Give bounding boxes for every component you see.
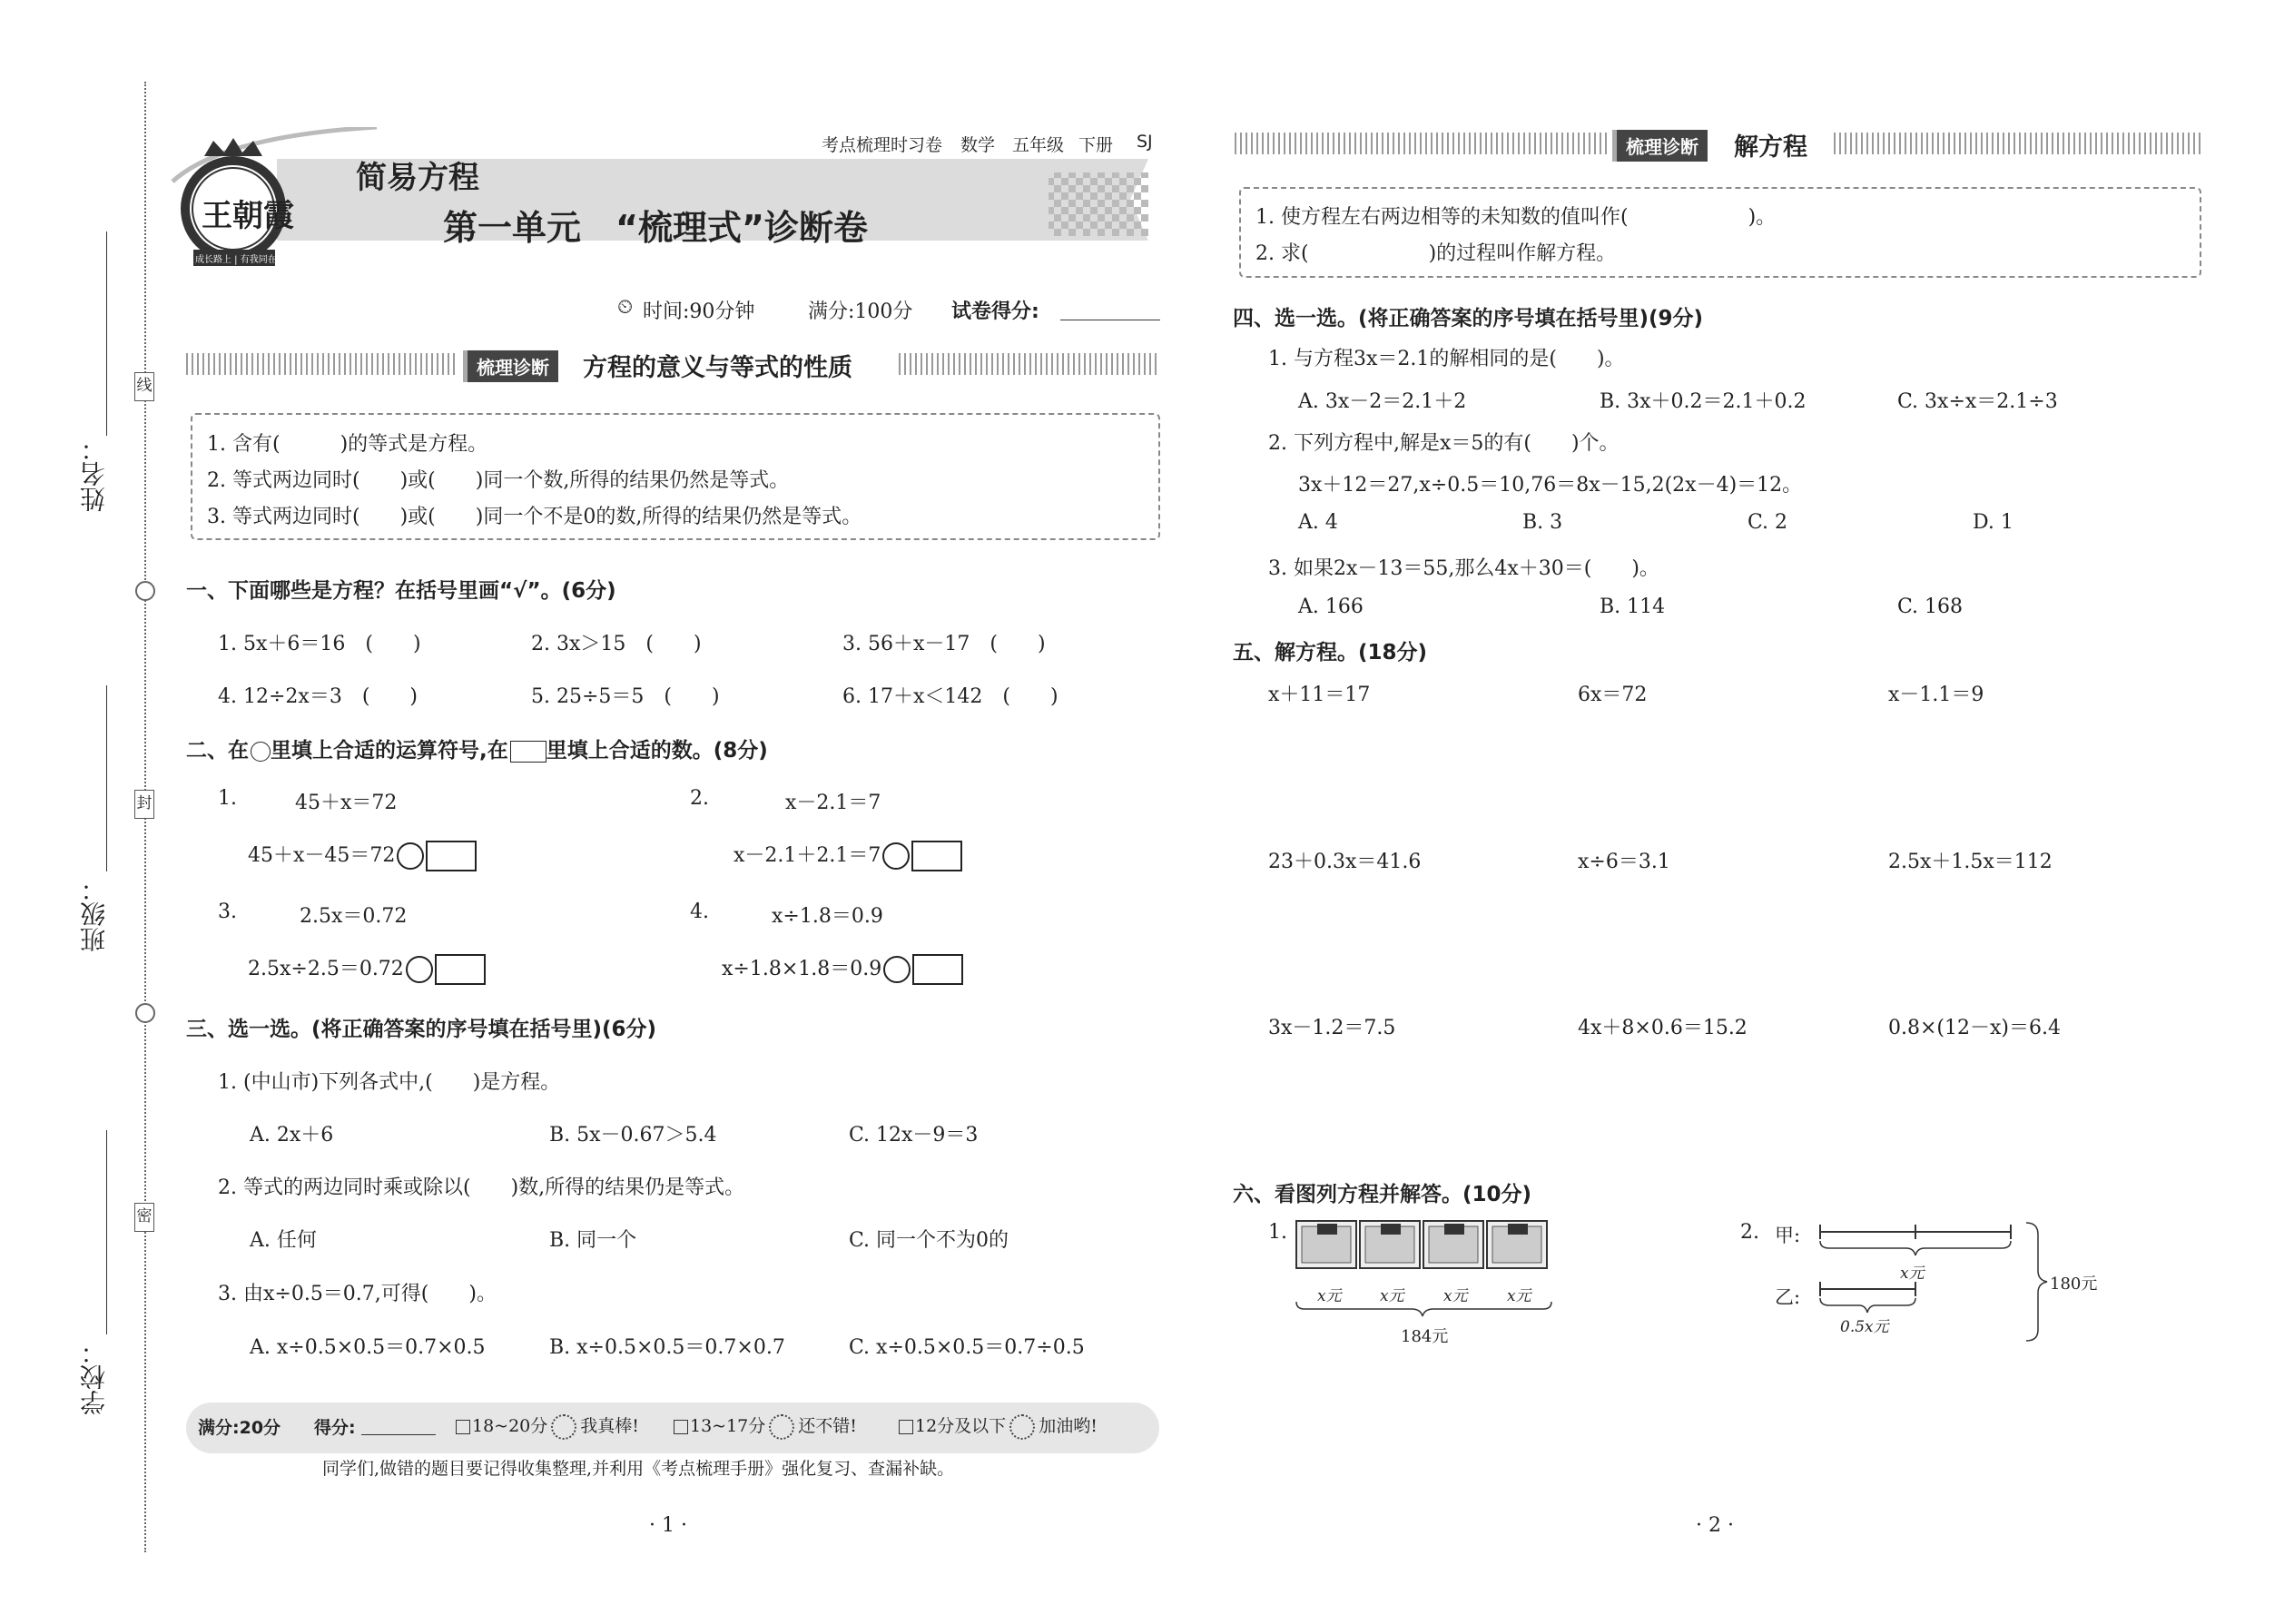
q2-number: 4. [690,901,709,923]
book-icon [1487,1221,1547,1268]
equation: 4x＋8×0.6＝15.2 [1578,1017,1748,1039]
q1-item[interactable]: 2. 3x＞15 ( ) [531,633,702,655]
brand-logo-subtext: 成长路上 | 有我同在 [195,255,277,265]
full-score: 满分:100分 [808,300,913,323]
q4-option[interactable]: A. 3x－2＝2.1＋2 [1298,390,1467,413]
q1-item[interactable]: 1. 5x＋6＝16 ( ) [218,633,421,655]
question-6-title: 六、看图列方程并解答。(10分) [1233,1183,1532,1206]
book-icon [1296,1221,1356,1268]
footer-note: 同学们,做错的题目要记得收集整理,并利用《考点梳理手册》强化复习、查漏补缺。 [322,1459,955,1479]
book-price: x元 [1507,1287,1531,1305]
q3-option[interactable]: B. x÷0.5×0.5＝0.7×0.7 [549,1336,785,1359]
q3-option[interactable]: A. 2x＋6 [250,1124,334,1147]
equation: 0.8×(12－x)＝6.4 [1888,1017,2061,1039]
q1-item[interactable]: 4. 12÷2x＝3 ( ) [218,685,418,708]
question-2-title [186,733,768,763]
q2-step [248,953,486,985]
footer-full: 满分:20分 [198,1418,281,1438]
subject: 数学 [960,135,996,155]
topic-title: 简易方程 [356,160,479,196]
q3-option[interactable]: B. 5x－0.67＞5.4 [549,1124,717,1147]
rating-2[interactable] [674,1412,857,1440]
equation: 2.5x＋1.5x＝112 [1888,851,2053,873]
operator-circle[interactable] [882,842,910,870]
circle-icon [251,742,271,762]
rating-3[interactable] [899,1412,1098,1440]
q2-number: 2. [690,787,709,810]
q3-option[interactable]: A. 任何 [250,1229,317,1252]
page-number-right: · 2 · [1696,1514,1734,1537]
class-line [106,685,107,871]
concept-item: 1. 使方程左右两边相等的未知数的值叫作( )。 [1255,206,1777,229]
q2-step-text: 2.5x÷2.5＝0.72 [248,958,404,980]
rating-text: 还不错! [798,1416,857,1436]
q1-item[interactable]: 6. 17＋x＜142 ( ) [842,685,1058,708]
number-box[interactable] [426,841,477,871]
q3-option[interactable]: C. 同一个不为0的 [849,1229,1009,1252]
footer-score-line[interactable] [361,1434,436,1435]
segment-yi-value: 0.5x元 [1840,1318,1889,1336]
page-number-left: · 1 · [649,1514,687,1537]
number-box[interactable] [912,954,963,985]
number-box[interactable] [435,954,486,985]
page-title: 第一单元 “梳理式”诊断卷 [443,208,868,248]
q4-option[interactable]: C. 168 [1897,595,1964,618]
question-3-title: 三、选一选。(将正确答案的序号填在括号里)(6分) [186,1018,657,1041]
smile-icon [1009,1414,1035,1440]
rating-range: 18~20分 [472,1416,548,1436]
number-box[interactable] [911,841,962,871]
rating-1[interactable] [456,1412,639,1440]
operator-circle[interactable] [883,956,911,983]
binding-mark-mi: 密 [134,1203,154,1232]
q2-equation: x÷1.8＝0.9 [772,905,883,928]
segment-label-yi: 乙: [1775,1286,1801,1308]
binding-hole-icon [135,1003,155,1023]
q2-number: 1. [218,787,237,810]
q4-option[interactable]: C. 2 [1748,511,1788,534]
book-price: x元 [1443,1287,1468,1305]
q2-equation: 2.5x＝0.72 [300,905,408,928]
book-icon [1423,1221,1483,1268]
question-4-title: 四、选一选。(将正确答案的序号填在括号里)(9分) [1233,307,1704,330]
q2-equation: 45＋x＝72 [295,792,398,814]
section-title: 方程的意义与等式的性质 [583,354,852,382]
box-icon [510,741,546,763]
q2-step-text: 45＋x－45＝72 [248,844,396,867]
section-tag: 梳理诊断 [1612,130,1708,162]
q2-step [722,953,963,985]
score-label: 试卷得分: [951,300,1039,323]
smile-icon [551,1414,576,1440]
q2-title-part: 二、在 [186,739,249,763]
q3-option[interactable]: C. x÷0.5×0.5＝0.7÷0.5 [849,1336,1085,1359]
concept-item: 2. 求( )的过程叫作解方程。 [1255,242,1617,265]
clock-icon: ⏲ [617,296,634,319]
segment-jia-value: x元 [1900,1265,1925,1283]
q4-question: 3. 如果2x－13＝55,那么4x＋30＝( )。 [1268,557,1659,580]
checkbox[interactable] [456,1420,470,1434]
rating-text: 我真棒! [580,1416,639,1436]
series-name: 考点梳理时习卷 [822,135,943,155]
rating-text: 加油哟! [1039,1416,1098,1436]
q4-question: 2. 下列方程中,解是x＝5的有( )个。 [1268,432,1620,455]
q4-option[interactable]: B. 3 [1522,511,1563,534]
equation: x÷6＝3.1 [1578,851,1670,873]
q2-title-part: 里填上合适的数。(8分) [546,739,768,763]
q3-question: 3. 由x÷0.5＝0.7,可得( )。 [218,1283,497,1305]
q2-equation: x－2.1＝7 [785,792,881,814]
footer-score-label: 得分: [314,1418,356,1438]
q2-title-part: 里填上合适的运算符号,在 [271,739,508,763]
section-bar [899,353,1159,375]
section-title: 解方程 [1734,133,1807,162]
name-line [106,231,107,436]
q4-question: 1. 与方程3x＝2.1的解相同的是( )。 [1268,348,1625,370]
section-bar [1235,133,1607,154]
time-limit: 时间:90分钟 [643,300,755,323]
rating-range: 13~17分 [690,1416,766,1436]
q6-number: 2. [1740,1221,1759,1244]
concept-item: 2. 等式两边同时( )或( )同一个数,所得的结果仍然是等式。 [207,469,790,492]
section-bar [186,353,458,375]
operator-circle[interactable] [397,842,424,870]
school-line [106,1130,107,1334]
equation: 3x－1.2＝7.5 [1268,1017,1396,1039]
checkbox[interactable] [674,1420,688,1434]
edition: SJ [1137,132,1153,152]
q4-option[interactable]: C. 3x÷x＝2.1÷3 [1897,390,2058,413]
q1-item[interactable]: 3. 56＋x－17 ( ) [842,633,1046,655]
q2-number: 3. [218,901,237,923]
section-tag: 梳理诊断 [463,350,558,382]
q6-number: 1. [1268,1221,1287,1244]
q4-option[interactable]: B. 3x＋0.2＝2.1＋0.2 [1600,390,1807,413]
q4-option[interactable]: A. 4 [1298,511,1338,534]
school-label: 学校： [79,1339,109,1415]
q2-step [248,840,477,871]
equation: 23＋0.3x＝41.6 [1268,851,1422,873]
question-1-title: 一、下面哪些是方程？在括号里画“√”。(6分) [186,579,616,603]
question-5-title: 五、解方程。(18分) [1233,641,1428,664]
class-label: 班级： [79,876,109,952]
concept-item: 3. 等式两边同时( )或( )同一个不是0的数,所得的结果仍然是等式。 [207,506,862,528]
q2-step-text: x－2.1＋2.1＝7 [733,844,881,867]
equation: 6x＝72 [1578,684,1648,706]
operator-circle[interactable] [406,956,433,983]
q2-step [733,840,962,871]
book-price: x元 [1380,1287,1404,1305]
q2-step-text: x÷1.8×1.8＝0.9 [722,958,882,980]
equation: x＋11＝17 [1268,684,1371,706]
name-label: 姓名： [79,436,109,512]
book-price: x元 [1317,1287,1342,1305]
q1-item[interactable]: 5. 25÷5＝5 ( ) [531,685,720,708]
book-total: 184元 [1401,1327,1449,1346]
binding-hole-icon [135,581,155,601]
binding-mark-xian: 线 [134,372,154,401]
q4-option[interactable]: A. 166 [1298,595,1364,618]
smile-icon [769,1414,794,1440]
equation: x－1.1＝9 [1888,684,1984,706]
book-icon [1360,1221,1420,1268]
q4-option[interactable]: B. 114 [1600,595,1666,618]
rating-range: 12分及以下 [915,1416,1007,1436]
segment-label-jia: 甲: [1775,1225,1801,1246]
binding-mark-feng: 封 [134,790,154,819]
section-bar [1834,133,2201,154]
concept-item: 1. 含有( )的等式是方程。 [207,433,488,456]
q3-option[interactable]: B. 同一个 [549,1229,637,1252]
q3-option[interactable]: C. 12x－9＝3 [849,1124,979,1147]
q3-option[interactable]: A. x÷0.5×0.5＝0.7×0.5 [250,1336,486,1359]
q4-equations: 3x＋12＝27,x÷0.5＝10,76＝8x－15,2(2x－4)＝12。 [1298,474,1803,497]
checkbox[interactable] [899,1420,913,1434]
brand-logo-text: 王朝霞 [202,198,294,234]
grade: 五年级 [1012,135,1065,155]
segment-sum: 180元 [2050,1275,2098,1294]
q4-option[interactable]: D. 1 [1973,511,2013,534]
volume: 下册 [1078,135,1114,155]
q3-question: 2. 等式的两边同时乘或除以( )数,所得的结果仍是等式。 [218,1176,745,1199]
q3-question: 1. (中山市)下列各式中,( )是方程。 [218,1071,561,1094]
